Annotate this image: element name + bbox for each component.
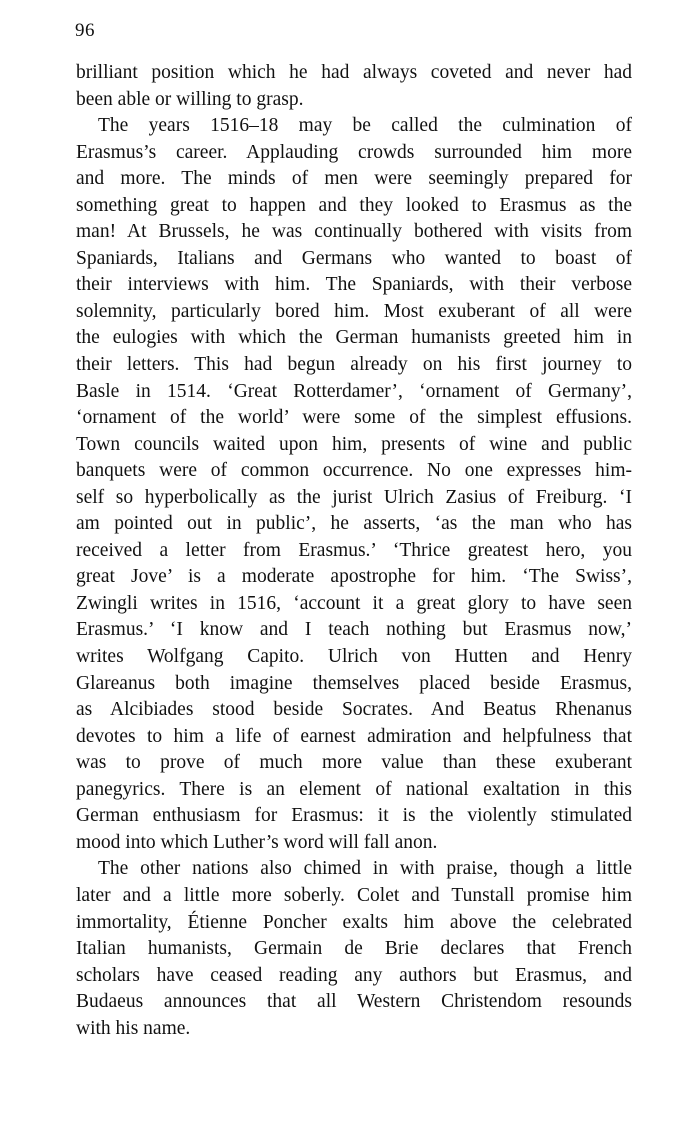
text-line: as Alcibiades stood beside Socrates. And Beatus Rhenanus bbox=[76, 699, 632, 721]
text-line: received a letter from Erasmus.’ ‘Thrice greatest hero, you bbox=[76, 539, 632, 561]
text-line: with his name. bbox=[76, 1017, 191, 1039]
body-text bbox=[76, 60, 632, 1042]
text-line: Erasmus’s career. Applauding crowds surrounded him more bbox=[76, 141, 632, 163]
text-line: Erasmus.’ ‘I know and I teach nothing but Erasmus now,’ bbox=[76, 619, 632, 641]
text-line: Zwingli writes in 1516, ‘account it a great glory to have seen bbox=[76, 592, 632, 614]
text-line: ‘ornament of the world’ were some of the simplest effusions. bbox=[76, 407, 632, 429]
text-line: devotes to him a life of earnest admiration and helpfulness that bbox=[76, 725, 632, 747]
text-line: German enthusiasm for Erasmus: it is the violently stimulated bbox=[76, 805, 632, 827]
text-line: Glareanus both imagine themselves placed beside Erasmus, bbox=[76, 672, 632, 694]
text-line: The years 1516–18 may be called the culmination of bbox=[98, 115, 632, 137]
text-line: solemnity, particularly bored him. Most exuberant of all were bbox=[76, 300, 632, 322]
text-line: their interviews with him. The Spaniards, with their verbose bbox=[76, 274, 632, 296]
text-line: their letters. This had begun already on his first journey to bbox=[76, 354, 632, 376]
text-line: Italian humanists, Germain de Brie declares that French bbox=[76, 938, 632, 960]
text-line: immortality, Étienne Poncher exalts him above the celebrated bbox=[76, 911, 632, 933]
text-line: something great to happen and they looked to Erasmus as the bbox=[76, 194, 632, 216]
text-line: self so hyperbolically as the jurist Ulrich Zasius of Freiburg. ‘I bbox=[76, 486, 632, 508]
text-line: great Jove’ is a moderate apostrophe for him. ‘The Swiss’, bbox=[76, 566, 632, 588]
text-line: and more. The minds of men were seemingly prepared for bbox=[76, 168, 632, 190]
text-line: Budaeus announces that all Western Christendom resounds bbox=[76, 991, 632, 1013]
text-line: the eulogies with which the German humanists greeted him in bbox=[76, 327, 632, 349]
text-line: banquets were of common occurrence. No one expresses him- bbox=[76, 460, 632, 482]
text-line: brilliant position which he had always coveted and never had bbox=[76, 62, 632, 83]
text-line: Spaniards, Italians and Germans who wanted to boast of bbox=[76, 247, 632, 269]
text-line: later and a little more soberly. Colet and Tunstall promise him bbox=[76, 884, 632, 906]
text-line: been able or willing to grasp. bbox=[76, 88, 304, 110]
text-line: am pointed out in public’, he asserts, ‘as the man who has bbox=[76, 513, 632, 535]
text-line: Town councils waited upon him, presents of wine and public bbox=[76, 433, 632, 455]
text-line: The other nations also chimed in with praise, though a little bbox=[98, 858, 632, 880]
text-line: Basle in 1514. ‘Great Rotterdamer’, ‘ornament of Germany’, bbox=[76, 380, 632, 402]
text-line: mood into which Luther’s word will fall anon. bbox=[76, 831, 438, 853]
text-line: panegyrics. There is an element of national exaltation in this bbox=[76, 778, 632, 800]
text-line: was to prove of much more value than these exuberant bbox=[76, 752, 632, 774]
page-number: 96 bbox=[75, 20, 95, 41]
text-line: man! At Brussels, he was continually bothered with visits from bbox=[76, 221, 632, 243]
text-line: writes Wolfgang Capito. Ulrich von Hutten and Henry bbox=[76, 646, 632, 668]
text-line: scholars have ceased reading any authors but Erasmus, and bbox=[76, 964, 632, 986]
